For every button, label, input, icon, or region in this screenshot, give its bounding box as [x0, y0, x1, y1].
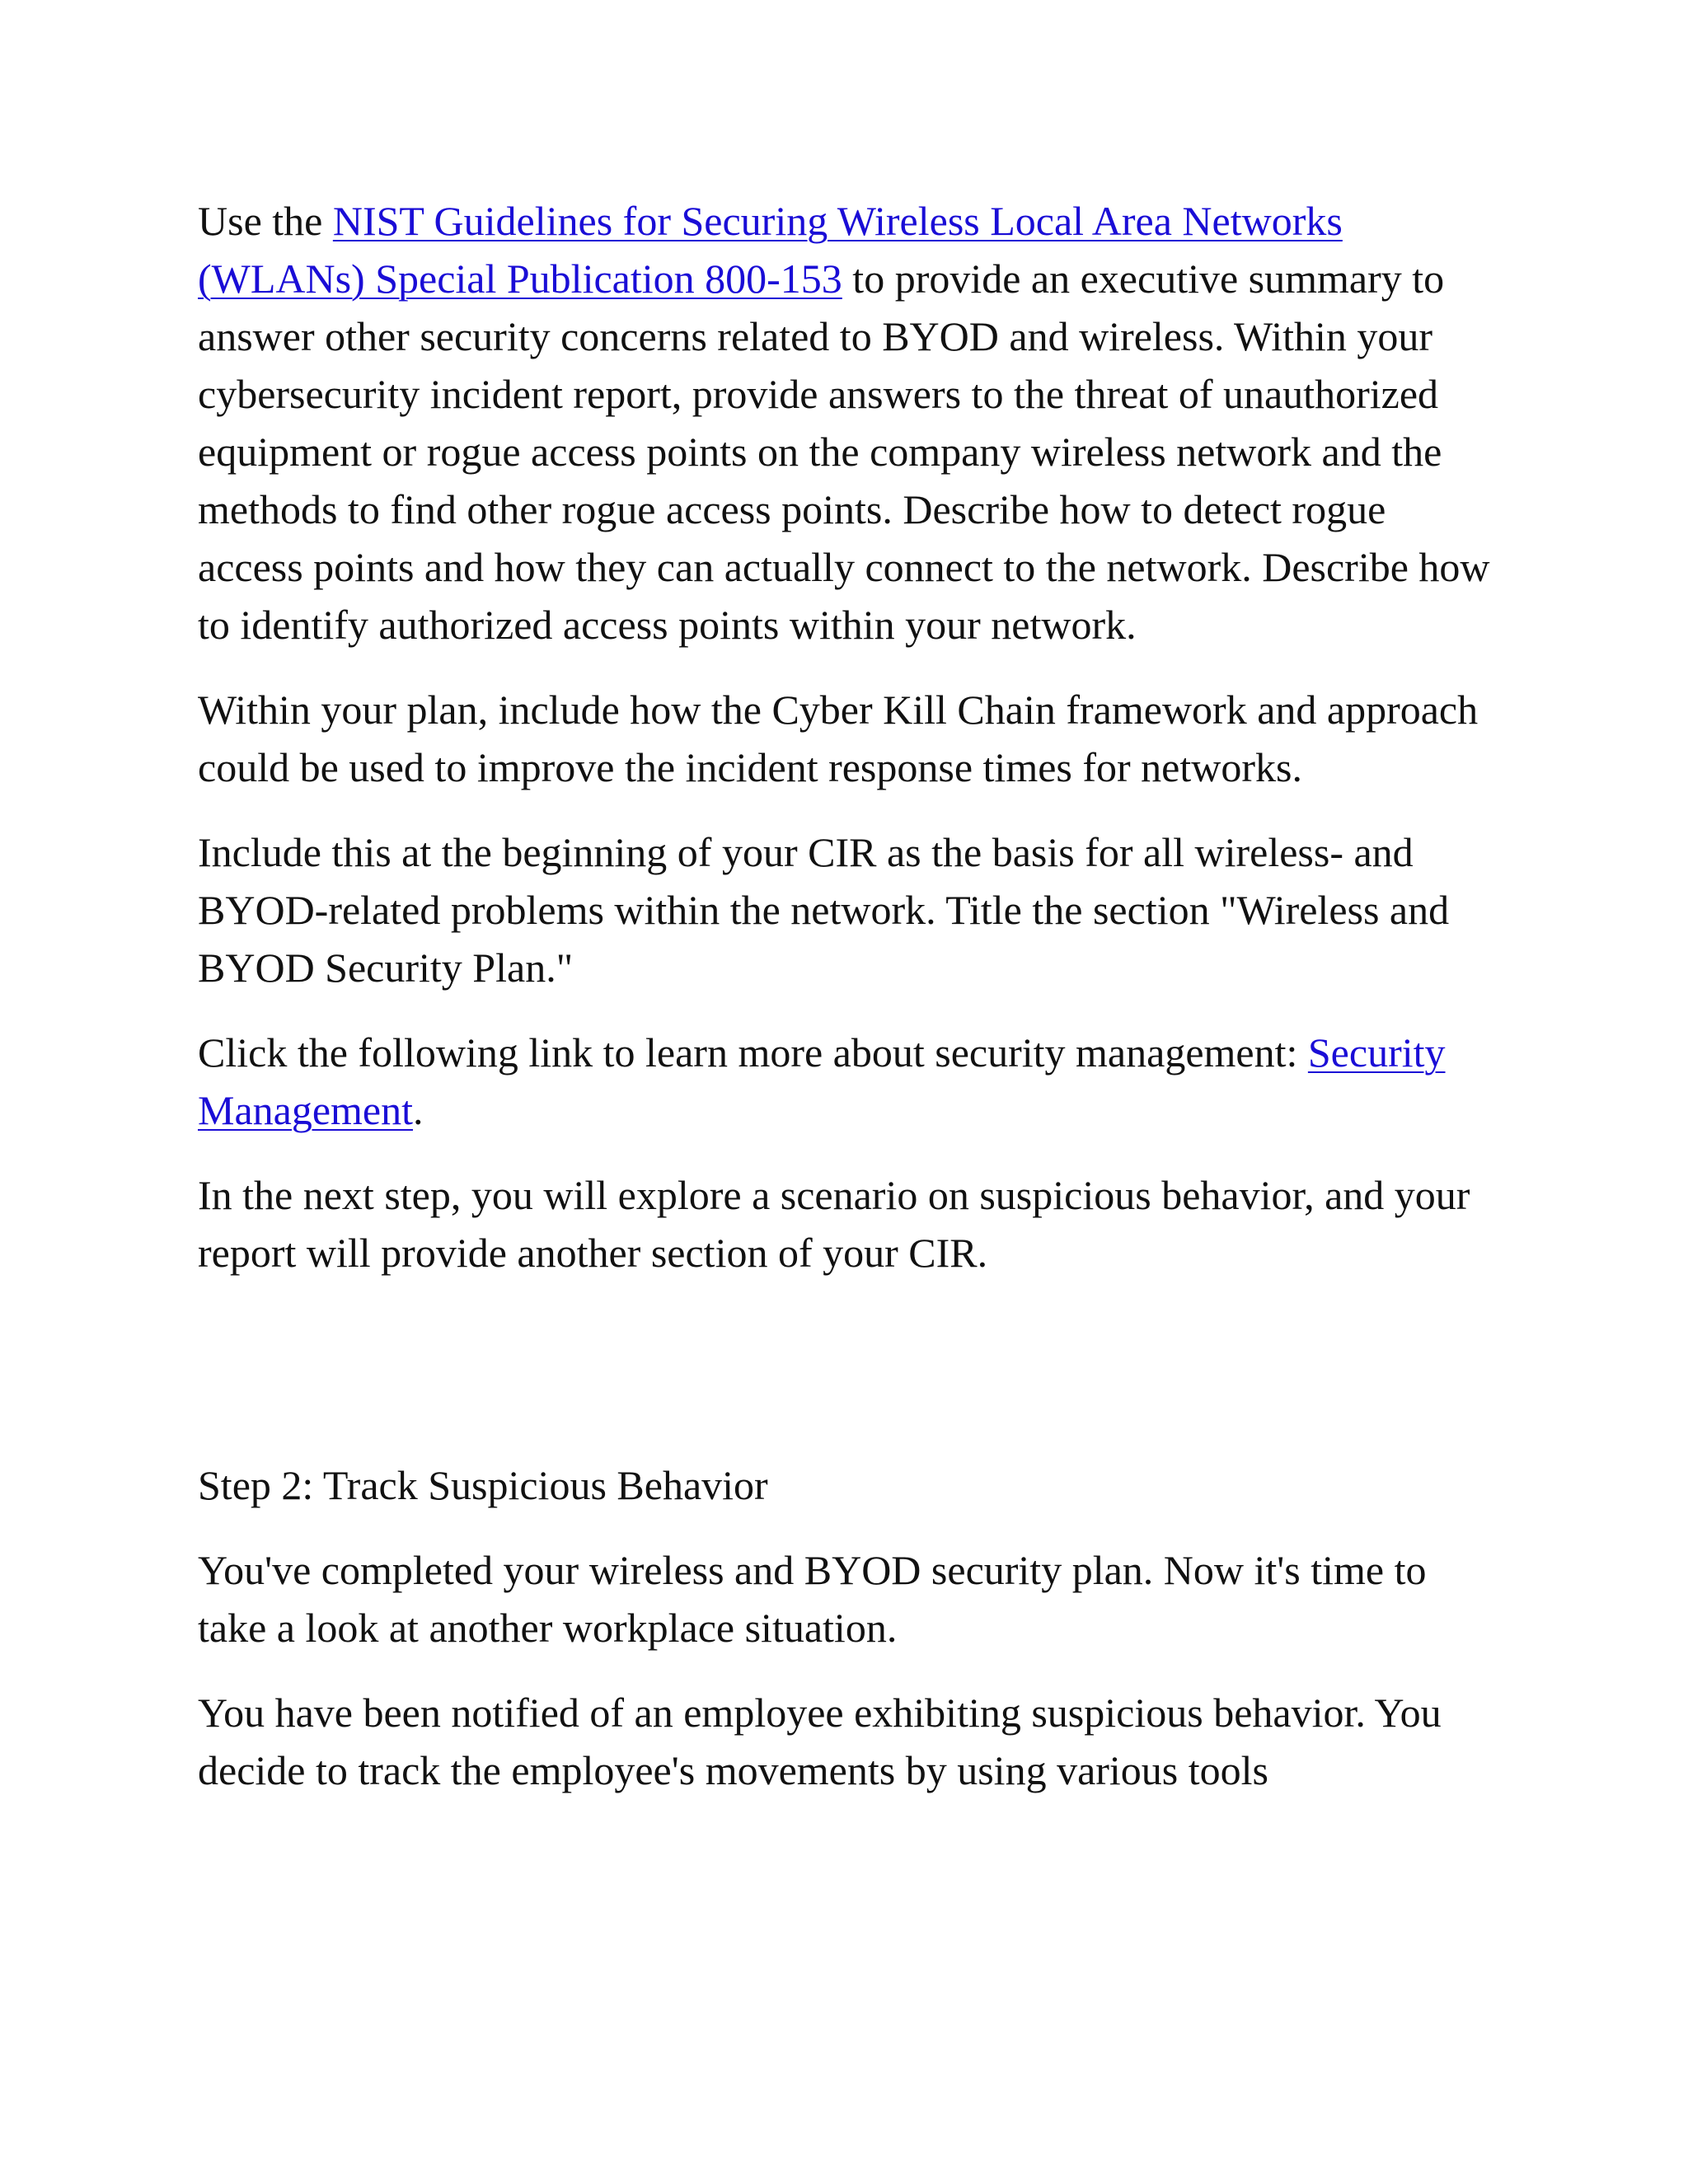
paragraph-kill-chain: Within your plan, include how the Cyber Kill Chain framework and approach could be used to improve the incident response times for networks.: [198, 687, 1479, 790]
paragraph-text: to provide an executive summary to answer other security concerns related to BYOD and wireless. Within your cybersecurity incident report, provide answers to the threat of unauthorized equipment or rogue access points on the company wireless network and the methods to find other rogue access points. Describe how to detect rogue access points and how they can actually connect to the network. Describe how to identify authorized access points within your network.: [198, 255, 1490, 648]
step-2-heading: Step 2: Track Suspicious Behavior: [198, 1462, 768, 1508]
paragraph-cir-section: Include this at the beginning of your CIR as the basis for all wireless- and BYOD-related problems within the network. Title the section "Wireless and BYOD Security Plan.": [198, 829, 1450, 991]
paragraph-security-management: [198, 1024, 1500, 1139]
paragraph-next-step: In the next step, you will explore a scenario on suspicious behavior, and your report will provide another section of your CIR.: [198, 1172, 1470, 1276]
security-management-link[interactable]: Security Management: [198, 1029, 1446, 1133]
paragraph-text: .: [413, 1087, 424, 1133]
paragraph-text: Click the following link to learn more about security management:: [198, 1029, 1308, 1076]
paragraph-step-2-intro: You've completed your wireless and BYOD security plan. Now it's time to take a look at another workplace situation.: [198, 1547, 1427, 1651]
paragraph-nist-summary: [198, 192, 1500, 654]
paragraph-text: Use the: [198, 198, 333, 244]
nist-guidelines-link[interactable]: NIST Guidelines for Securing Wireless Local Area Networks (WLANs) Special Publication 800-153: [198, 198, 1343, 302]
paragraph-step-2-suspicious: You have been notified of an employee exhibiting suspicious behavior. You decide to track the employee's movements by using various tools: [198, 1690, 1442, 1793]
document-body: [198, 192, 1500, 1826]
